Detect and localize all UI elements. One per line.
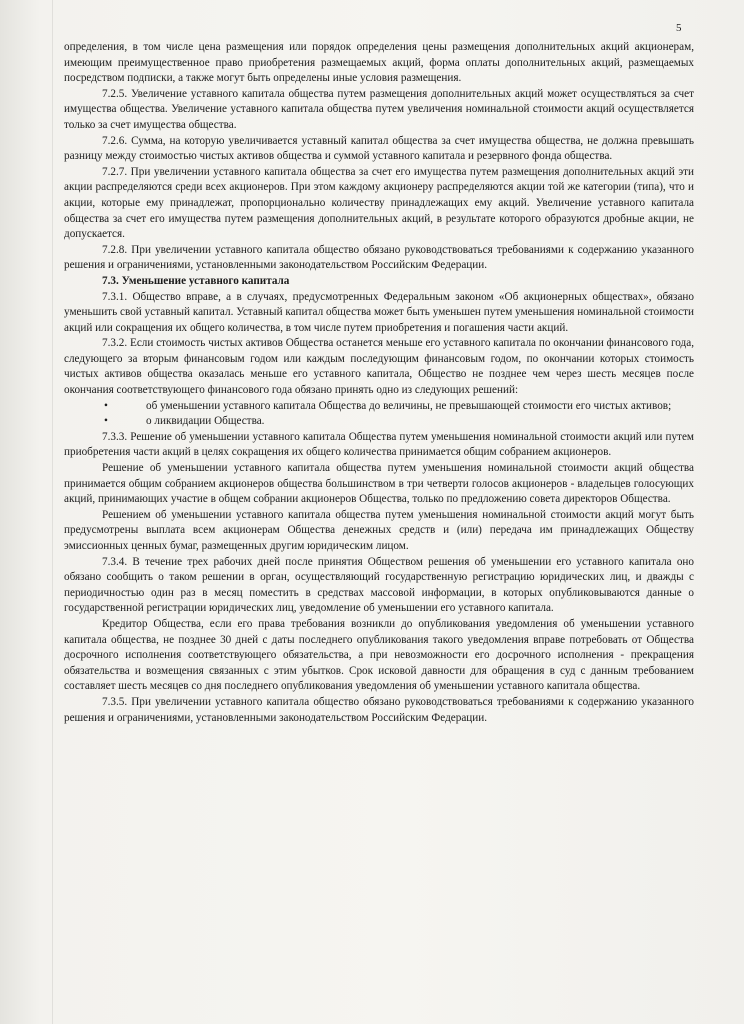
- bullet-text: о ликвидации Общества.: [146, 415, 265, 428]
- paragraph-7-3-5: 7.3.5. При увеличении уставного капитала общество обязано руководствоваться требованиями к содержанию указанного решения и ограничениями, установленными законодательством Российским Федерации.: [64, 695, 694, 724]
- paragraph-7-3-3: 7.3.3. Решение об уменьшении уставного капитала Общества путем уменьшения номинальной стоимости акций или путем приобретения части акций в целях сокращения их общего количества принимается общим собранием акционеров.: [64, 430, 694, 459]
- paragraph-decision-nominal: Решение об уменьшении уставного капитала общества путем уменьшения номинальной стоимости акций общества принимается общим собранием акционеров общества большинством в три четверти голосов акционеров - владельцев голосующих акций, принимающих участие в общем собрании акционеров Общества, только по предложению совета директоров Общества.: [64, 462, 694, 506]
- section-heading-7-3: 7.3. Уменьшение уставного капитала: [102, 274, 290, 287]
- bullet-text: об уменьшении уставного капитала Общества до величины, не превышающей стоимости его чистых активов;: [146, 399, 672, 412]
- paragraph-7-3-2: 7.3.2. Если стоимость чистых активов Общества останется меньше его уставного капитала по окончании финансового года, следующего за вторым финансовым годом или каждым последующим финансовым годом, по окончании которых стоимость чистых активов общества оказалась меньше его уставного капитала, Общество не позднее чем через шесть месяцев после окончания соответствующего финансового года обязано принять одно из следующих решений:: [64, 337, 694, 397]
- bullet-item-liquidation: [64, 414, 694, 430]
- bullet-icon: •: [104, 399, 108, 412]
- paragraph-7-2-5: 7.2.5. Увеличение уставного капитала общества путем размещения дополнительных акций может осуществляться за счет имущества общества. Увеличение уставного капитала общества путем увеличения номинальной стоимости акций осуществляется только за счет имущества общества.: [64, 87, 694, 131]
- paragraph-continuation: определения, в том числе цена размещения или порядок определения цены размещения дополнительных акций акционерам, имеющим преимущественное право приобретения размещаемых акций, форма оплаты дополнительных акций, размещаемых посредством подписки, а также могут быть определены иные условия размещения.: [64, 41, 694, 85]
- bullet-item-reduce-capital: [64, 399, 694, 415]
- paragraph-7-2-8: 7.2.8. При увеличении уставного капитала общество обязано руководствоваться требованиями к содержанию указанного решения и ограничениями, установленными законодательством Российским Федерации.: [64, 243, 694, 272]
- page-fold-shadow: [52, 0, 53, 1024]
- paragraph-decision-payout: Решением об уменьшении уставного капитала общества путем уменьшения номинальной стоимости акций могут быть предусмотрены выплата всем акционерам Общества денежных средств и (или) передача им принадлежащих Обществу эмиссионных ценных бумаг, размещенных другим юридическим лицом.: [64, 508, 694, 552]
- paragraph-7-2-6: 7.2.6. Сумма, на которую увеличивается уставный капитал общества за счет имущества общества, не должна превышать разницу между стоимостью чистых активов общества и суммой уставного капитала и резервного фонда общества.: [64, 134, 694, 163]
- paragraph-7-3-4: 7.3.4. В течение трех рабочих дней после принятия Обществом решения об уменьшении его уставного капитала оно обязано сообщить о таком решении в орган, осуществляющий государственную регистрацию юридических лиц, и дважды с периодичностью один раз в месяц поместить в средствах массовой информации, в которых опубликовываются данные о государственной регистрации юридических лиц, уведомление об уменьшении его уставного капитала.: [64, 555, 694, 615]
- paragraph-7-2-7: 7.2.7. При увеличении уставного капитала общества за счет его имущества путем размещения дополнительных акций эти акции распределяются среди всех акционеров. При этом каждому акционеру распределяются акции той же категории (типа), что и акции, которые ему принадлежат, пропорционально количеству принадлежащих ему акций. Увеличение уставного капитала общества за счет его имущества путем размещения дополнительных акций, в результате которого образуются дробные акции, не допускается.: [64, 165, 694, 241]
- paragraph-creditor: Кредитор Общества, если его права требования возникли до опубликования уведомления об уменьшении уставного капитала общества, не позднее 30 дней с даты последнего опубликования такого уведомления вправе потребовать от Общества досрочного исполнения соответствующего обязательства, а при невозможности его досрочного исполнения - прекращения обязательства и возмещения связанных с этим убытков. Срок исковой давности для обращения в суд с данным требованием составляет шесть месяцев со дня последнего опубликования уведомления об уменьшении уставного капитала общества.: [64, 617, 694, 693]
- document-body: [64, 40, 694, 726]
- paragraph-7-3-1: 7.3.1. Общество вправе, а в случаях, предусмотренных Федеральным законом «Об акционерных обществах», обязано уменьшить свой уставный капитал. Уставный капитал общества может быть уменьшен путем уменьшения номинальной стоимости акций или сокращения их общего количества, в том числе путем приобретения и погашения части акций.: [64, 290, 694, 334]
- bullet-icon: •: [104, 415, 108, 428]
- page-number: 5: [676, 22, 682, 34]
